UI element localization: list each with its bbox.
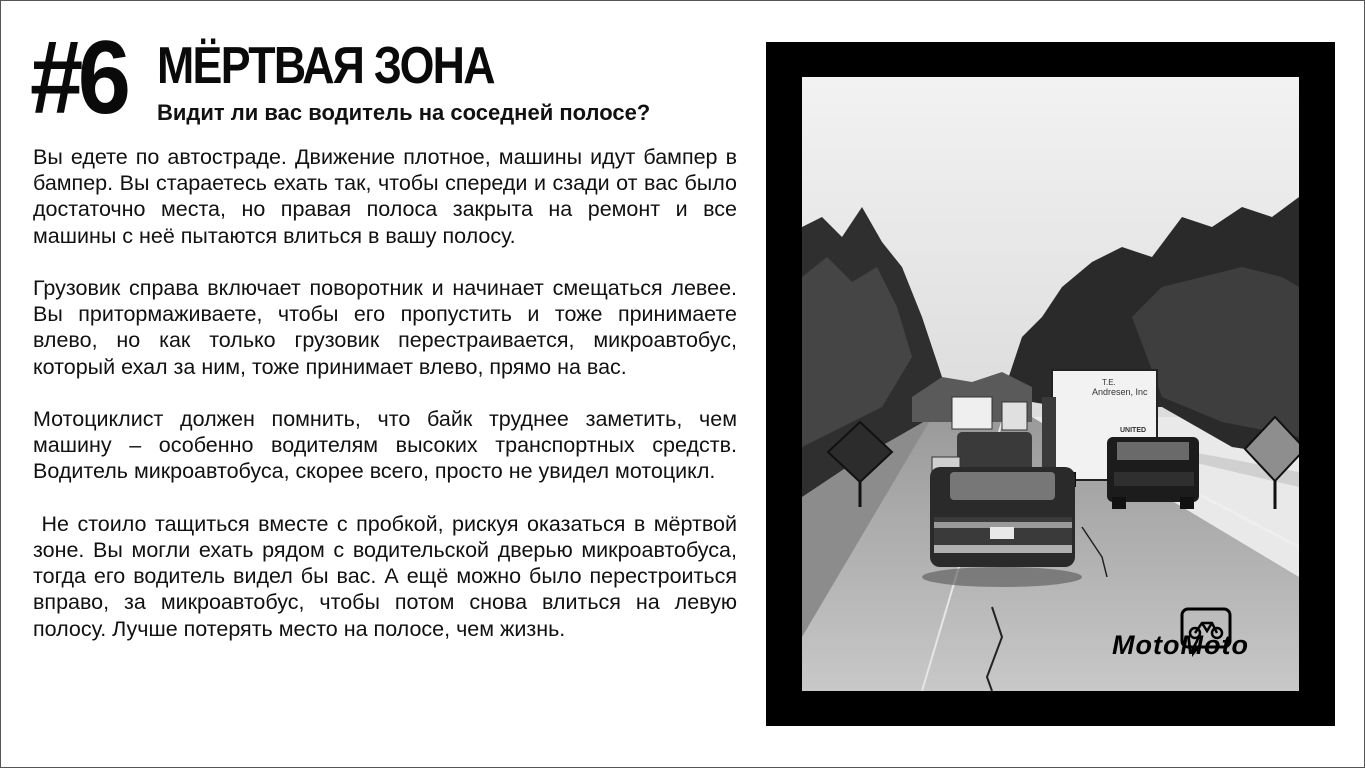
- paragraph-4: Не стоило тащиться вместе с пробкой, рискуя оказаться в мёртвой зоне. Вы могли ехать рядом с водительской дверью микроавтобуса, тогда его водитель видел бы вас. А ещё можно было перестроиться вправо, за микроавтобус, чтобы потом снова влиться на левую полосу. Лучше потерять место на полосе, чем жизнь.: [33, 511, 743, 641]
- photo-frame: [766, 42, 1335, 726]
- article-body: [33, 144, 743, 668]
- article-number: #6: [30, 20, 126, 136]
- truck-text-2: Andresen, Inc: [1092, 387, 1148, 397]
- page-title: МЁРТВАЯ ЗОНА: [157, 37, 494, 95]
- truck-text-1: T.E.: [1102, 378, 1116, 387]
- paragraph-2: Грузовик справа включает поворотник и начинает смещаться левее. Вы притормаживаете, чтобы его пропустить и тоже принимаете влево, но как только грузовик перестраивается, микроавтобус, который ехал за ним, тоже принимает влево, прямо на вас.: [33, 276, 743, 379]
- paragraph-3: Мотоциклист должен помнить, что байк труднее заметить, чем машину – особенно водителям высоких транспортных средств. Водитель микроавтобуса, скорее всего, просто не увидел мотоцикл.: [33, 407, 743, 484]
- highway-scene: [802, 77, 1299, 691]
- truck-text-3: UNITED: [1120, 427, 1147, 434]
- paragraph-1: Вы едете по автостраде. Движение плотное, машины идут бампер в бампер. Вы стараетесь ехать так, чтобы спереди и сзади от вас было достаточно места, но правая полоса закрыта на ремонт и все машины с неё пытаются влиться в вашу полосу.: [33, 145, 743, 248]
- highway-traffic-photo: [802, 77, 1299, 691]
- brand-logo: MotoMoto: [1112, 630, 1249, 660]
- page-subtitle: Видит ли вас водитель на соседней полосе?: [157, 100, 651, 125]
